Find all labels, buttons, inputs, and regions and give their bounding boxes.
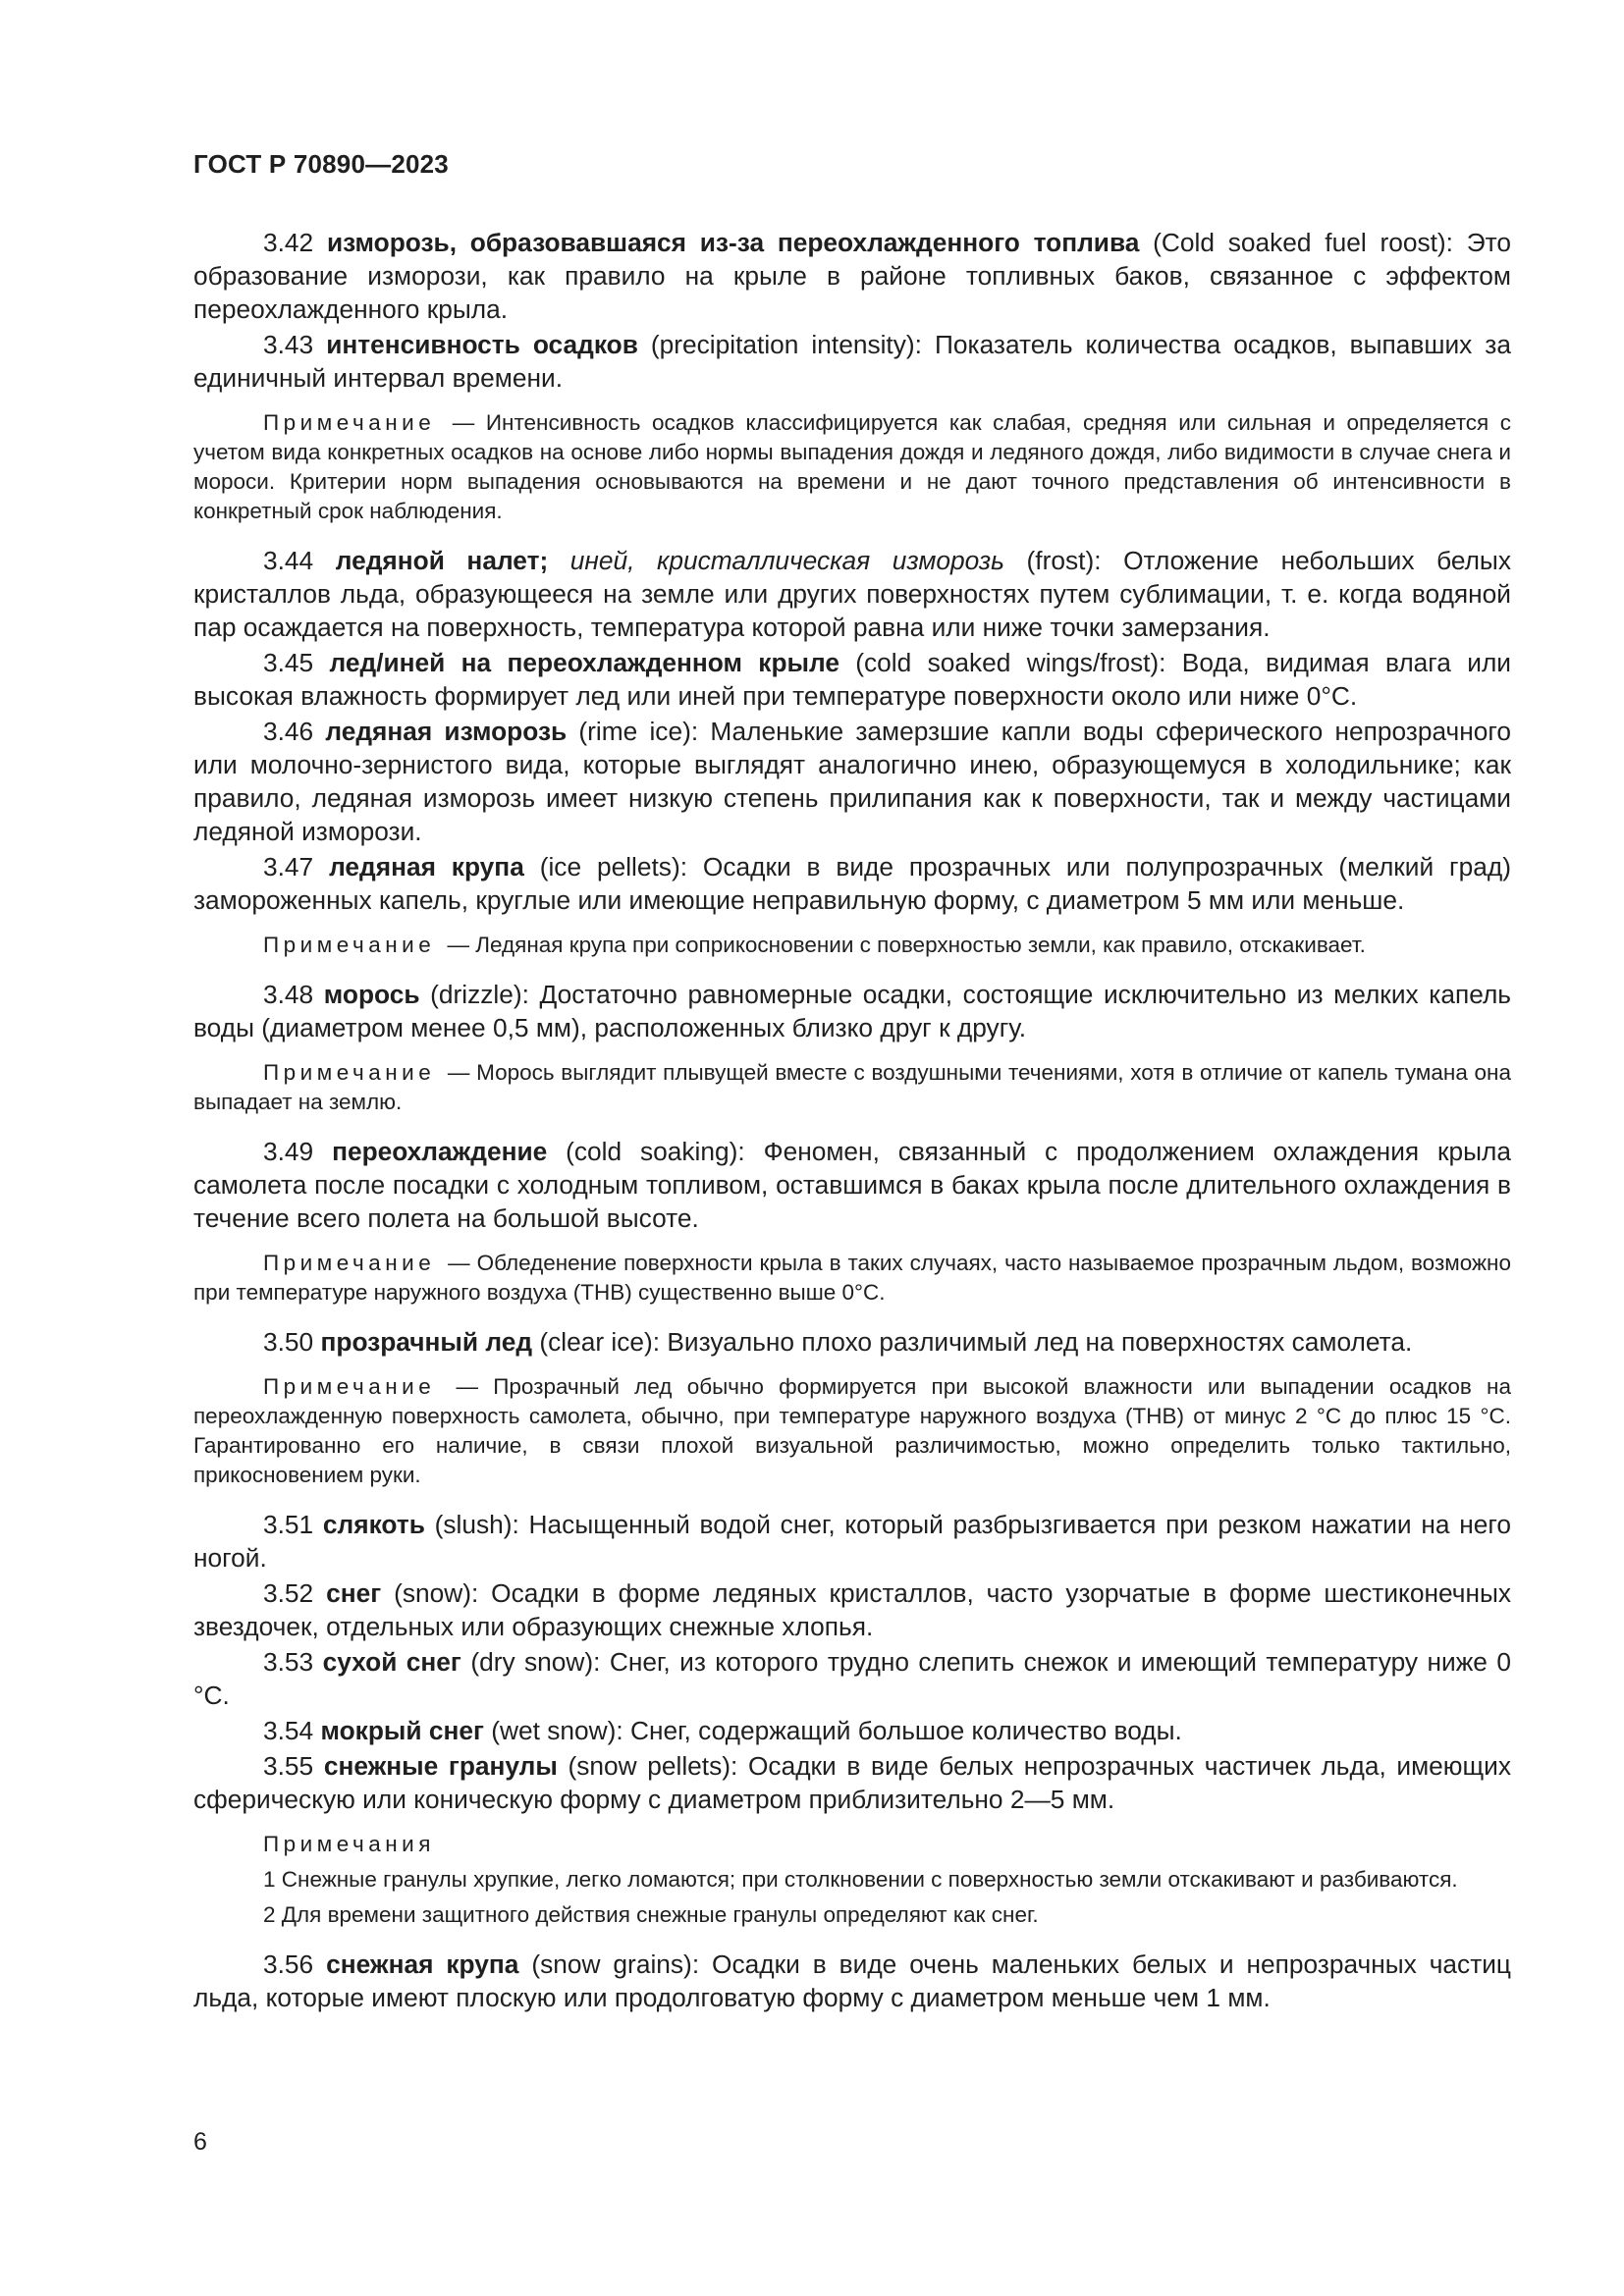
term-name: ледяная изморозь	[325, 717, 568, 746]
notes-label: Примечания	[263, 1832, 435, 1856]
term-entry	[193, 978, 1511, 1044]
term-definition: : Достаточно равномерные осадки, состоящие исключительно из мелких капель воды (диаметром менее 0,5 мм), расположенных близко друг к другу.	[193, 980, 1511, 1042]
term-entry	[193, 715, 1511, 848]
term-definition: : Осадки в форме ледяных кристаллов, часто узорчатые в форме шестиконечных звездочек, отдельных или образующих снежные хлопья.	[193, 1578, 1512, 1641]
note-text: — Интенсивность осадков классифицируется как слабая, средняя или сильная и определяется с учетом вида конкретных осадков на основе либо нормы выпадения дождя и ледяного дождя, либо видимости в случае снега и мороси. Критерии норм выпадения основываются на времени и не дают точного представления об интенсивности в конкретный срок наблюдения.	[193, 410, 1511, 523]
term-name: снежная крупа	[326, 1949, 519, 1979]
term-english: (dry snow)	[470, 1647, 594, 1677]
term-english: (drizzle)	[430, 980, 522, 1009]
term-entry	[193, 646, 1511, 713]
term-definition: : Насыщенный водой снег, который разбрызгивается при резком нажатии на него ногой.	[193, 1510, 1511, 1573]
term-name: изморозь, образовавшаяся из-за переохлажденного топлива	[326, 228, 1140, 257]
term-english: (precipitation intensity)	[650, 330, 915, 359]
term-definition: : Это образование изморози, как правило на крыле в районе топливных баков, связанное с эффектом переохлажденного крыла.	[193, 228, 1511, 324]
term-name: интенсивность осадков	[326, 330, 638, 359]
term-synonyms: иней, кристаллическая изморозь	[569, 546, 1004, 575]
note	[193, 408, 1511, 526]
term-definition: : Визуально плохо различимый лед на поверхностях самолета.	[652, 1327, 1413, 1357]
term-entry	[193, 1576, 1511, 1643]
term-entry	[193, 1135, 1511, 1235]
term-number: 3.51	[263, 1510, 314, 1539]
term-english: (frost)	[1026, 546, 1095, 575]
standard-header: ГОСТ Р 70890—2023	[193, 149, 449, 179]
term-number: 3.56	[263, 1949, 314, 1979]
term-entry	[193, 1948, 1511, 2014]
term-entry	[193, 544, 1511, 644]
term-number: 3.49	[263, 1137, 314, 1166]
term-english: (snow)	[394, 1578, 471, 1608]
note: 1 Снежные гранулы хрупкие, легко ломаются; при столкновении с поверхностью земли отскакивают и разбиваются.	[263, 1867, 1458, 1892]
term-number: 3.54	[263, 1716, 314, 1745]
term-english: (slush)	[434, 1510, 513, 1539]
note	[193, 931, 1511, 960]
term-name: снег	[326, 1578, 382, 1608]
note-label: Примечание	[263, 1060, 436, 1085]
term-english: (snow grains)	[531, 1949, 692, 1979]
term-english: (snow pellets)	[568, 1751, 731, 1781]
term-number: 3.55	[263, 1751, 314, 1781]
term-number: 3.46	[263, 717, 314, 746]
note-label: Примечание	[263, 933, 436, 957]
term-entry	[193, 1508, 1511, 1575]
term-english: (cold soaking)	[566, 1137, 738, 1166]
term-english: (Cold soaked fuel roost)	[1153, 228, 1446, 257]
term-name: морось	[323, 980, 420, 1009]
note	[193, 1249, 1511, 1308]
page-number: 6	[193, 2128, 207, 2156]
term-english: (ice pellets)	[539, 852, 680, 881]
term-definition: : Осадки в виде очень маленьких белых и непрозрачных частиц льда, которые имеют плоскую или продолговатую форму с диаметром меньше чем 1 мм.	[193, 1949, 1511, 2012]
term-definition: : Осадки в виде белых непрозрачных частичек льда, имеющих сферическую или коническую форму с диаметром приблизительно 2—5 мм.	[193, 1751, 1511, 1814]
term-entry	[193, 1325, 1511, 1359]
term-english: (rime ice)	[578, 717, 691, 746]
term-entry	[193, 1749, 1511, 1816]
term-name: слякоть	[322, 1510, 425, 1539]
note	[193, 1058, 1511, 1117]
note-text: — Прозрачный лед обычно формируется при высокой влажности или выпадении осадков на переохлажденную поверхность самолета, обычно, при температуре наружного воздуха (ТНВ) от минус 2 °C до плюс 15 °C. Гарантированно его наличие, в связи плохой визуальной различимостью, можно определить только тактильно, прикосновением руки.	[193, 1374, 1511, 1487]
term-number: 3.48	[263, 980, 314, 1009]
term-number: 3.45	[263, 648, 314, 677]
term-number: 3.44	[263, 546, 314, 575]
term-entry	[193, 328, 1511, 395]
document-body	[193, 226, 1511, 2016]
term-english: (cold soaked wings/frost)	[855, 648, 1160, 677]
term-definition: : Маленькие замерзшие капли воды сферического непрозрачного или молочно-зернистого вида, которые выглядят аналогично инею, образующемуся в холодильнике; как правило, ледяная изморозь имеет низкую степень прилипания как к поверхности, так и между частицами ледяной изморози.	[193, 717, 1512, 846]
term-english: (clear ice)	[539, 1327, 653, 1357]
term-number: 3.50	[263, 1327, 314, 1357]
term-english: (wet snow)	[491, 1716, 617, 1745]
note-label: Примечание	[263, 1374, 436, 1399]
term-number: 3.42	[263, 228, 314, 257]
note-label: Примечание	[263, 410, 436, 435]
term-name: прозрачный лед	[320, 1327, 533, 1357]
note-text: — Ледяная крупа при соприкосновении с поверхностью земли, как правило, отскакивает.	[447, 933, 1366, 957]
term-definition: : Снег, содержащий большое количество воды.	[616, 1716, 1182, 1745]
term-number: 3.52	[263, 1578, 314, 1608]
notes-heading	[193, 1830, 1511, 1859]
term-entry	[193, 850, 1511, 917]
term-entry	[193, 1645, 1511, 1712]
term-number: 3.47	[263, 852, 314, 881]
term-name: мокрый снег	[320, 1716, 484, 1745]
term-definition: : Феномен, связанный с продолжением охлаждения крыла самолета после посадки с холодным топливом, оставшимся в баках крыла после длительного охлаждения в течение всего полета на большой высоте.	[193, 1137, 1511, 1233]
note-label: Примечание	[263, 1251, 436, 1275]
term-name: переохлаждение	[332, 1137, 548, 1166]
term-number: 3.43	[263, 330, 314, 359]
term-definition: : Отложение небольших белых кристаллов льда, образующееся на земле или других поверхностях путем сублимации, т. е. когда водяной пар осаждается на поверхность, температура которой равна или ниже точки замерзания.	[193, 546, 1511, 642]
term-definition: : Осадки в виде прозрачных или полупрозрачных (мелкий град) замороженных капель, круглые или имеющие неправильную форму, с диаметром 5 мм или меньше.	[193, 852, 1511, 915]
term-name: ледяной налет;	[335, 546, 549, 575]
term-name: сухой снег	[322, 1647, 461, 1677]
term-definition: : Вода, видимая влага или высокая влажность формирует лед или иней при температуре поверхности около или ниже 0°C.	[193, 648, 1511, 711]
term-entry	[193, 1714, 1511, 1747]
term-name: снежные гранулы	[323, 1751, 558, 1781]
note-text: — Обледенение поверхности крыла в таких случаях, часто называемое прозрачным льдом, возможно при температуре наружного воздуха (ТНВ) существенно выше 0°C.	[193, 1251, 1511, 1305]
term-definition: : Показатель количества осадков, выпавших за единичный интервал времени.	[193, 330, 1511, 393]
term-number: 3.53	[263, 1647, 314, 1677]
note	[193, 1372, 1511, 1490]
note: 2 Для времени защитного действия снежные гранулы определяют как снег.	[263, 1902, 1039, 1927]
term-name: ледяная крупа	[329, 852, 524, 881]
term-entry	[193, 226, 1511, 326]
term-definition: : Снег, из которого трудно слепить снежок и имеющий температуру ниже 0 °C.	[193, 1647, 1511, 1710]
note-text: — Морось выглядит плывущей вместе с воздушными течениями, хотя в отличие от капель тумана она выпадает на землю.	[193, 1060, 1511, 1114]
term-name: лед/иней на переохлажденном крыле	[329, 648, 839, 677]
